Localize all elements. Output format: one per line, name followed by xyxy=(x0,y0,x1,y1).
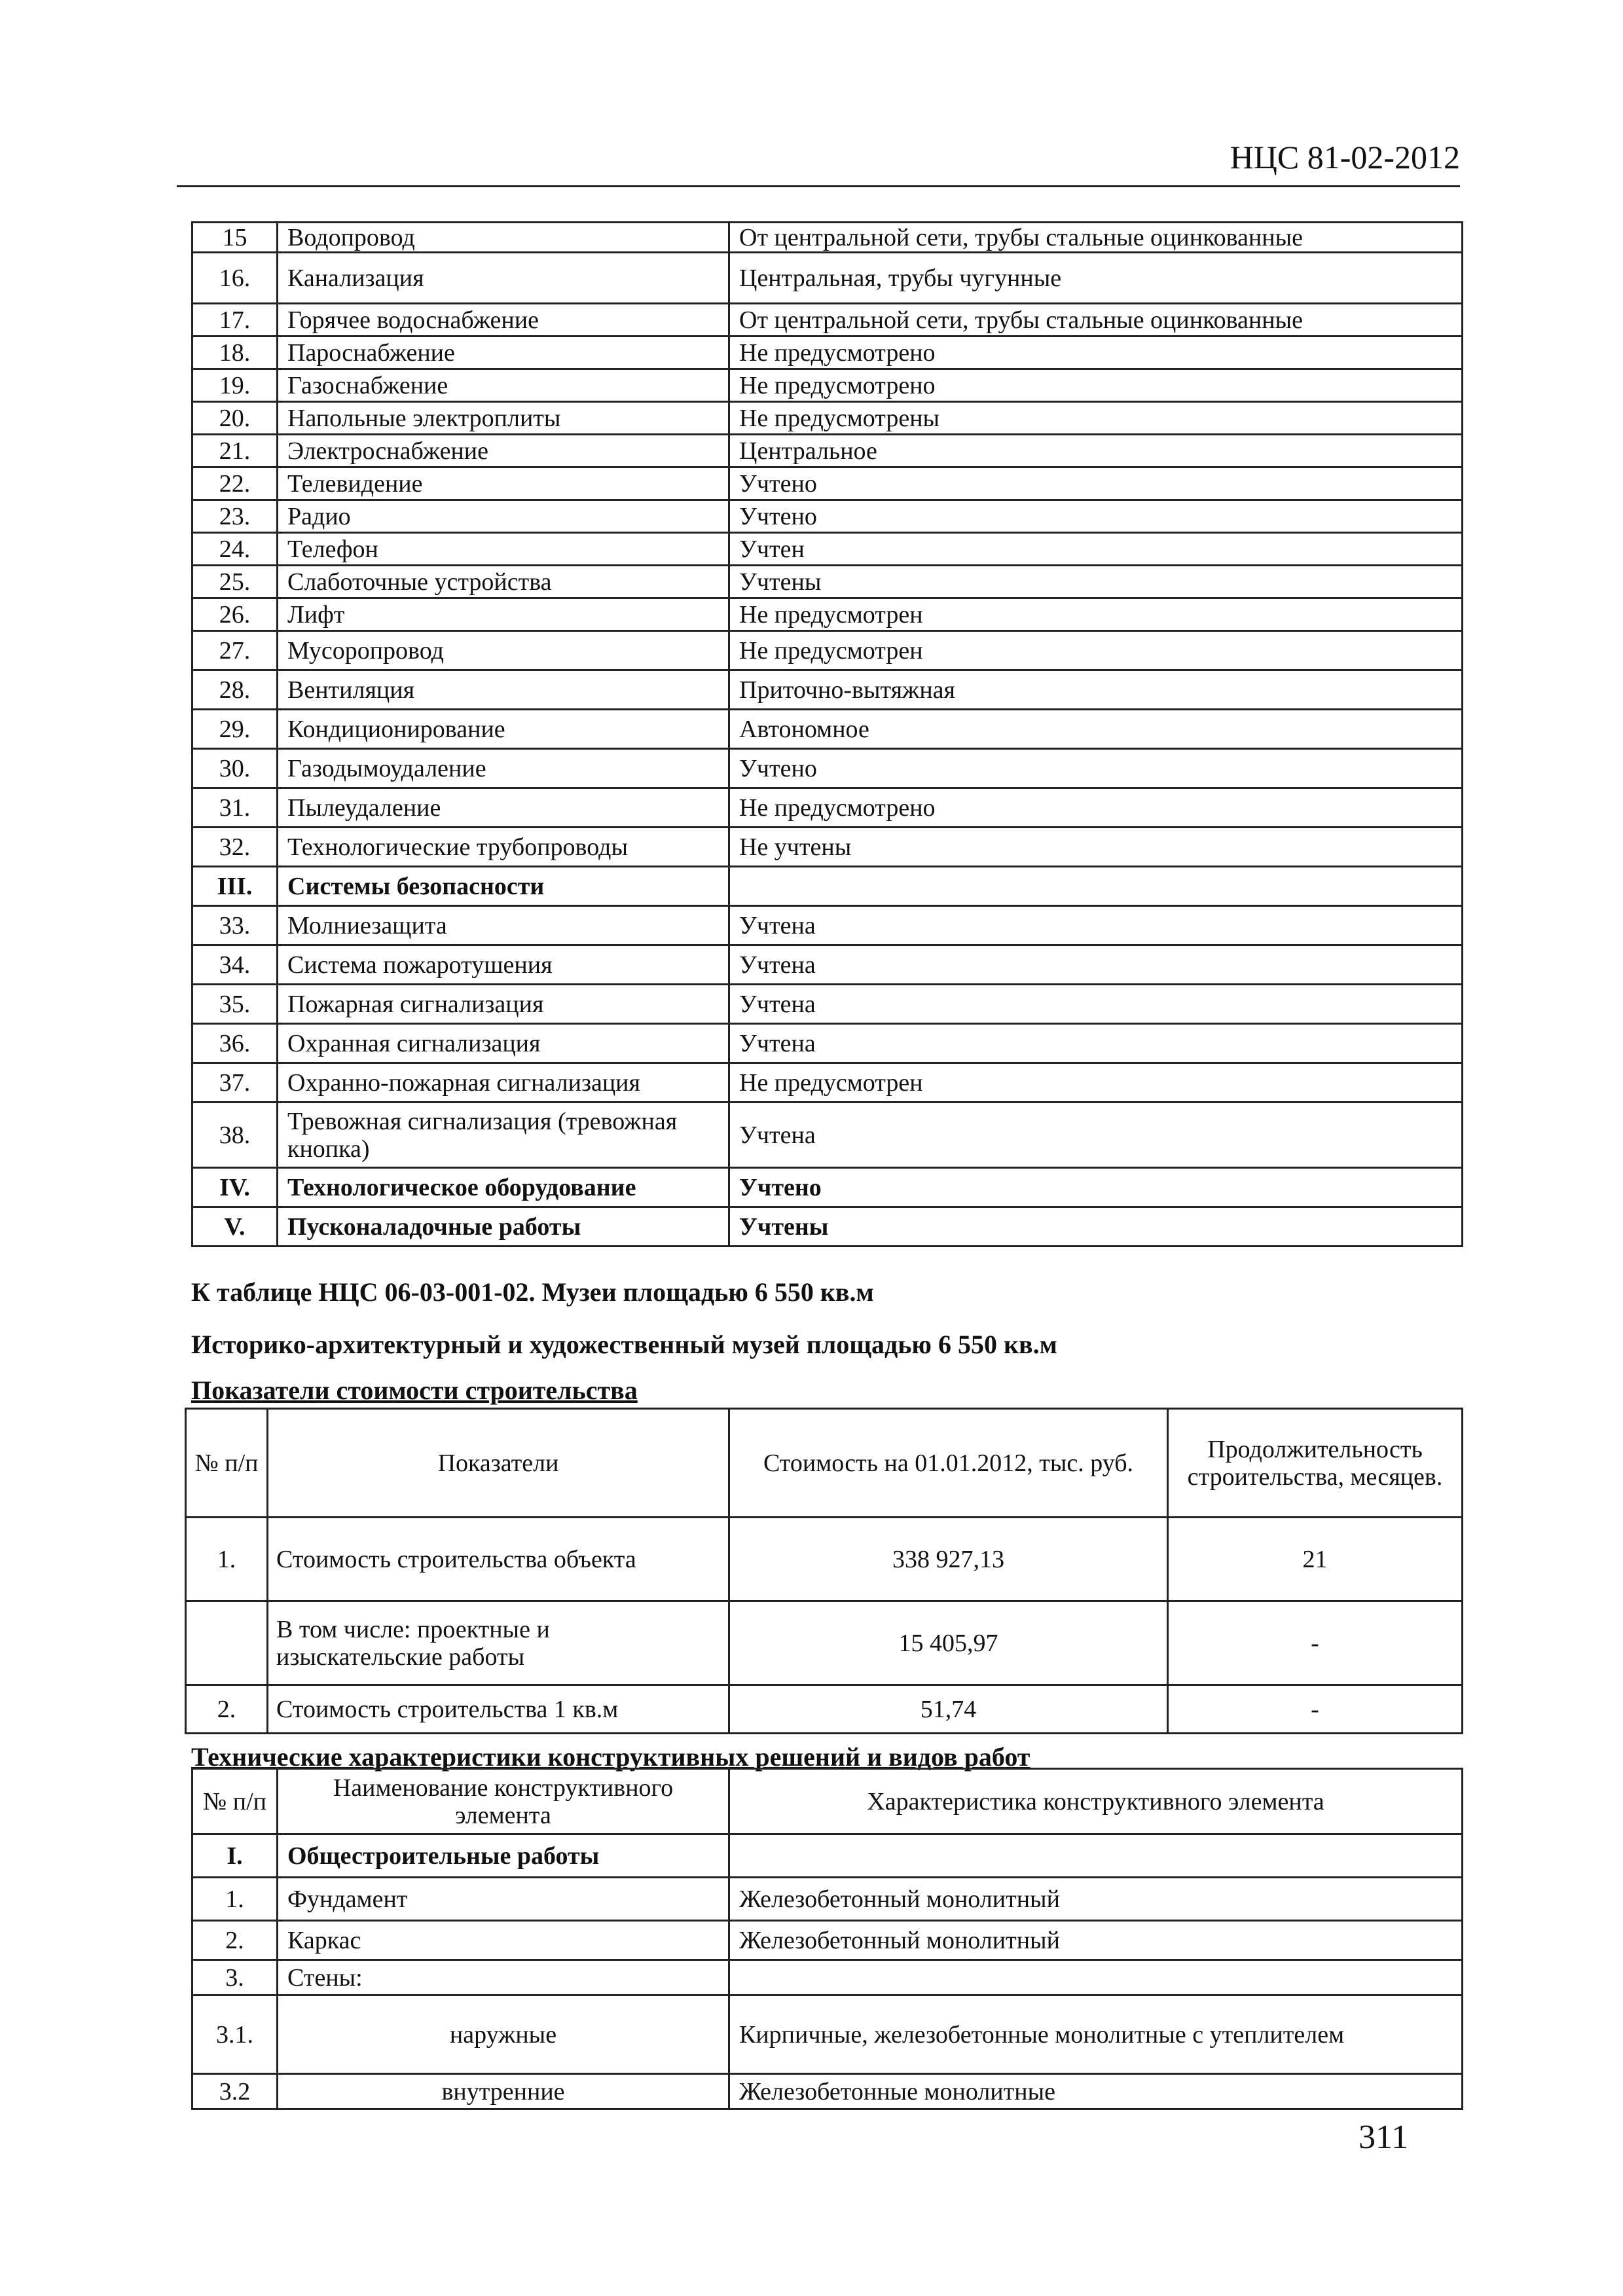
row-element: Стены: xyxy=(278,1960,729,1995)
tech-characteristics-table xyxy=(191,1768,1463,2110)
row-name: Вентиляция xyxy=(278,670,729,710)
row-number: 26. xyxy=(192,598,278,631)
table-row xyxy=(192,253,1463,304)
row-number: 17. xyxy=(192,304,278,337)
row-characteristic: Кирпичные, железобетонные монолитные с утеплителем xyxy=(729,1995,1463,2074)
row-number: 37. xyxy=(192,1063,278,1102)
row-number: 23. xyxy=(192,500,278,533)
row-name: Телевидение xyxy=(278,467,729,500)
row-name: Водопровод xyxy=(278,223,729,253)
row-indicator: Стоимость строительства 1 кв.м xyxy=(268,1685,729,1734)
header-number: № п/п xyxy=(186,1409,268,1518)
row-name: Электроснабжение xyxy=(278,435,729,467)
row-number: 33. xyxy=(192,906,278,945)
header-number: № п/п xyxy=(192,1769,278,1834)
row-name: Системы безопасности xyxy=(278,867,729,906)
row-value: Не предусмотрен xyxy=(729,631,1463,670)
row-value: Учтены xyxy=(729,1207,1463,1247)
header-indicator: Показатели xyxy=(268,1409,729,1518)
row-name: Лифт xyxy=(278,598,729,631)
table-row xyxy=(192,337,1463,369)
row-value: Автономное xyxy=(729,710,1463,749)
row-characteristic: Железобетонные монолитные xyxy=(729,2074,1463,2109)
table-row xyxy=(192,945,1463,985)
row-characteristic xyxy=(729,1960,1463,1995)
row-duration: - xyxy=(1168,1685,1463,1734)
row-value: Приточно-вытяжная xyxy=(729,670,1463,710)
row-name: Горячее водоснабжение xyxy=(278,304,729,337)
row-name: Радио xyxy=(278,500,729,533)
header-element: Наименование конструктивного элемента xyxy=(278,1769,729,1834)
header-characteristic: Характеристика конструктивного элемента xyxy=(729,1769,1463,1834)
table-row xyxy=(192,1207,1463,1247)
row-element: Фундамент xyxy=(278,1878,729,1921)
table-row xyxy=(192,670,1463,710)
table-row xyxy=(192,598,1463,631)
row-element: внутренние xyxy=(278,2074,729,2109)
row-number: 15 xyxy=(192,223,278,253)
table-row xyxy=(192,223,1463,253)
row-number: 28. xyxy=(192,670,278,710)
table-row xyxy=(192,867,1463,906)
row-number: 36. xyxy=(192,1024,278,1063)
row-number: 27. xyxy=(192,631,278,670)
row-value: Не предусмотрен xyxy=(729,598,1463,631)
row-value: Не предусмотрено xyxy=(729,337,1463,369)
row-duration: 21 xyxy=(1168,1518,1463,1601)
row-element: Каркас xyxy=(278,1921,729,1960)
row-number: 2. xyxy=(192,1921,278,1960)
row-name: Технологическое оборудование xyxy=(278,1168,729,1207)
table-row xyxy=(192,1995,1463,2074)
table-row xyxy=(192,1024,1463,1063)
row-number: III. xyxy=(192,867,278,906)
table-row xyxy=(192,500,1463,533)
row-name: Газоснабжение xyxy=(278,369,729,402)
row-number: 19. xyxy=(192,369,278,402)
table-row xyxy=(192,467,1463,500)
row-name: Кондиционирование xyxy=(278,710,729,749)
row-value: Учтено xyxy=(729,749,1463,788)
row-value: Учтена xyxy=(729,1024,1463,1063)
table-row xyxy=(192,828,1463,867)
row-cost: 15 405,97 xyxy=(729,1601,1168,1685)
row-name: Пароснабжение xyxy=(278,337,729,369)
row-number: 2. xyxy=(186,1685,268,1734)
row-value: Учтено xyxy=(729,467,1463,500)
table-row xyxy=(192,906,1463,945)
row-value: Учтена xyxy=(729,906,1463,945)
row-number: 3.1. xyxy=(192,1995,278,2074)
row-number: 34. xyxy=(192,945,278,985)
table-reference-caption: К таблице НЦС 06-03-001-02. Музеи площадью 6 550 кв.м xyxy=(191,1277,874,1307)
row-characteristic xyxy=(729,1834,1463,1878)
row-number: 22. xyxy=(192,467,278,500)
row-value: Не предусмотрено xyxy=(729,369,1463,402)
row-name: Охранная сигнализация xyxy=(278,1024,729,1063)
table-row xyxy=(192,369,1463,402)
row-number: 31. xyxy=(192,788,278,828)
row-number: 30. xyxy=(192,749,278,788)
row-number: 18. xyxy=(192,337,278,369)
row-number: 20. xyxy=(192,402,278,435)
row-value: Не предусмотрен xyxy=(729,1063,1463,1102)
row-value: Учтена xyxy=(729,985,1463,1024)
table-row xyxy=(192,788,1463,828)
table-row xyxy=(186,1518,1463,1601)
table-row xyxy=(192,749,1463,788)
row-value: Учтены xyxy=(729,566,1463,598)
row-name: Молниезащита xyxy=(278,906,729,945)
row-number: 21. xyxy=(192,435,278,467)
row-value: От центральной сети, трубы стальные оцинкованные xyxy=(729,304,1463,337)
table-row xyxy=(192,304,1463,337)
row-number xyxy=(186,1601,268,1685)
table-row xyxy=(192,1834,1463,1878)
engineering-systems-table xyxy=(191,221,1463,1247)
tech-characteristics-caption: Технические характеристики конструктивных решений и видов работ xyxy=(191,1742,1030,1772)
row-indicator: Стоимость строительства объекта xyxy=(268,1518,729,1601)
row-value: Не предусмотрено xyxy=(729,788,1463,828)
table-row xyxy=(192,533,1463,566)
row-name: Технологические трубопроводы xyxy=(278,828,729,867)
row-indicator: В том числе: проектные и изыскательские работы xyxy=(268,1601,729,1685)
row-number: 32. xyxy=(192,828,278,867)
museum-caption: Историко-архитектурный и художественный музей площадью 6 550 кв.м xyxy=(191,1330,1057,1359)
row-value: Не учтены xyxy=(729,828,1463,867)
table-row xyxy=(186,1601,1463,1685)
row-value: Центральная, трубы чугунные xyxy=(729,253,1463,304)
row-name: Мусоропровод xyxy=(278,631,729,670)
row-value: Учтен xyxy=(729,533,1463,566)
row-duration: - xyxy=(1168,1601,1463,1685)
row-name: Охранно-пожарная сигнализация xyxy=(278,1063,729,1102)
table-row xyxy=(192,631,1463,670)
row-name: Канализация xyxy=(278,253,729,304)
row-value: Не предусмотрены xyxy=(729,402,1463,435)
row-name: Система пожаротушения xyxy=(278,945,729,985)
row-value: От центральной сети, трубы стальные оцинкованные xyxy=(729,223,1463,253)
row-number: 1. xyxy=(192,1878,278,1921)
table-row xyxy=(192,1168,1463,1207)
row-name: Пусконаладочные работы xyxy=(278,1207,729,1247)
table-row xyxy=(192,710,1463,749)
cost-indicators-table xyxy=(185,1408,1463,1734)
row-number: 16. xyxy=(192,253,278,304)
row-number: 29. xyxy=(192,710,278,749)
row-cost: 338 927,13 xyxy=(729,1518,1168,1601)
table-row xyxy=(192,435,1463,467)
row-value: Учтено xyxy=(729,500,1463,533)
row-name: Телефон xyxy=(278,533,729,566)
page-header xyxy=(177,134,1460,187)
table-row xyxy=(192,1102,1463,1168)
row-number: 38. xyxy=(192,1102,278,1168)
row-characteristic: Железобетонный монолитный xyxy=(729,1921,1463,1960)
table-row xyxy=(192,2074,1463,2109)
row-number: 3.2 xyxy=(192,2074,278,2109)
row-name: Пылеудаление xyxy=(278,788,729,828)
row-value: Учтена xyxy=(729,945,1463,985)
row-value: Учтена xyxy=(729,1102,1463,1168)
row-number: 25. xyxy=(192,566,278,598)
table-row xyxy=(192,985,1463,1024)
cost-indicators-caption: Показатели стоимости строительства xyxy=(191,1376,638,1405)
row-name: Пожарная сигнализация xyxy=(278,985,729,1024)
row-name: Напольные электроплиты xyxy=(278,402,729,435)
document-code: НЦС 81-02-2012 xyxy=(1230,139,1460,175)
header-cost: Стоимость на 01.01.2012, тыс. руб. xyxy=(729,1409,1168,1518)
row-value: Учтено xyxy=(729,1168,1463,1207)
row-number: 24. xyxy=(192,533,278,566)
row-element: Общестроительные работы xyxy=(278,1834,729,1878)
row-name: Тревожная сигнализация (тревожная кнопка) xyxy=(278,1102,729,1168)
row-value xyxy=(729,867,1463,906)
row-number: V. xyxy=(192,1207,278,1247)
row-number: I. xyxy=(192,1834,278,1878)
table-row xyxy=(192,1921,1463,1960)
row-name: Газодымоудаление xyxy=(278,749,729,788)
table-row xyxy=(192,1878,1463,1921)
row-name: Слаботочные устройства xyxy=(278,566,729,598)
header-duration: Продолжительность строительства, месяцев. xyxy=(1168,1409,1463,1518)
row-number: 35. xyxy=(192,985,278,1024)
row-element: наружные xyxy=(278,1995,729,2074)
row-value: Центральное xyxy=(729,435,1463,467)
row-number: IV. xyxy=(192,1168,278,1207)
page-number: 311 xyxy=(1359,2119,1409,2156)
table-row xyxy=(192,402,1463,435)
table-row xyxy=(192,1960,1463,1995)
table-row xyxy=(186,1685,1463,1734)
table-row xyxy=(192,1063,1463,1102)
row-cost: 51,74 xyxy=(729,1685,1168,1734)
row-characteristic: Железобетонный монолитный xyxy=(729,1878,1463,1921)
row-number: 3. xyxy=(192,1960,278,1995)
table-row xyxy=(192,566,1463,598)
row-number: 1. xyxy=(186,1518,268,1601)
